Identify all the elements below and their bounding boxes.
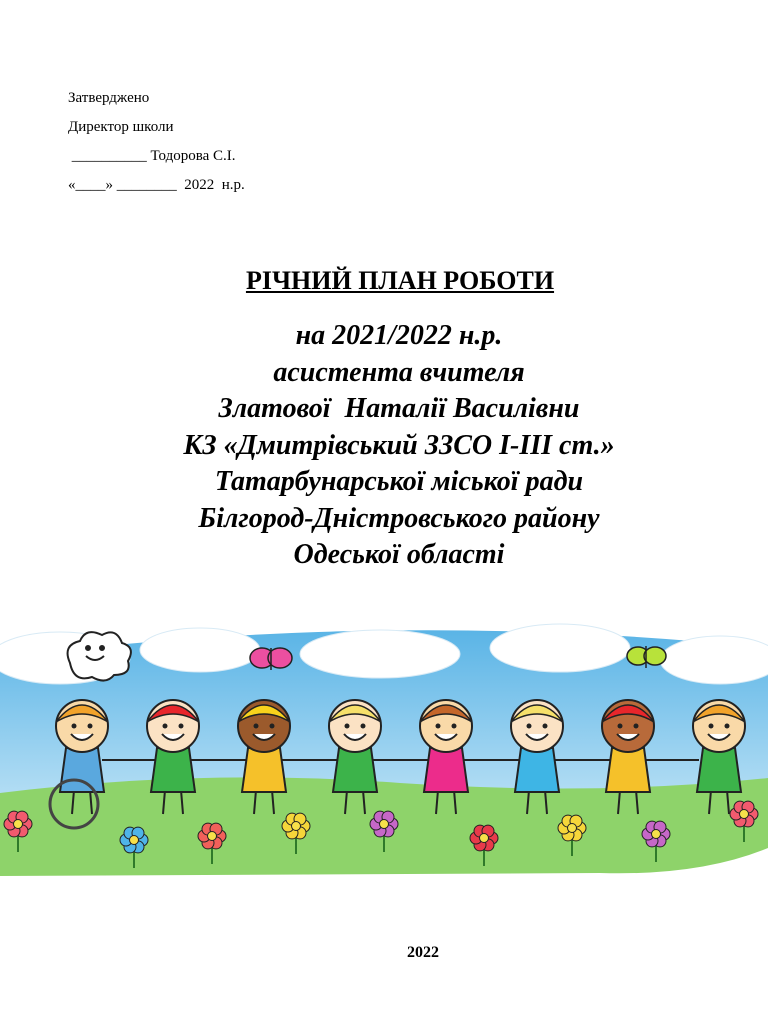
children-holding-hands-illustration xyxy=(0,618,768,878)
approver-position: Директор школи xyxy=(68,119,174,135)
subtitle-line: на 2021/2022 н.р. xyxy=(295,320,503,351)
approver-signature-line: __________ Тодорова С.І. xyxy=(68,148,236,164)
document-year: 2022 xyxy=(407,944,439,961)
subtitle-line: КЗ «Дмитрівський ЗЗСО І-ІІІ ст.» xyxy=(183,429,615,461)
approval-date-line: «____» ________ 2022 н.р. xyxy=(68,177,245,193)
approval-label: Затверджено xyxy=(68,90,150,106)
subtitle-line: Білгород-Дністровського району xyxy=(198,502,600,534)
butterfly-icon xyxy=(627,646,666,668)
approval-block xyxy=(68,84,245,200)
cloud xyxy=(660,636,768,684)
subtitle-line: Татарбунарської міської ради xyxy=(214,466,584,497)
document-title: РІЧНИЙ ПЛАН РОБОТИ xyxy=(245,266,555,295)
cloud xyxy=(140,628,260,672)
document-subtitle xyxy=(0,318,768,574)
subtitle-line: Златової Наталії Василівни xyxy=(218,393,580,424)
cloud xyxy=(300,630,460,678)
cloud xyxy=(490,624,630,672)
subtitle-line: Одеської області xyxy=(293,539,505,570)
butterfly-icon xyxy=(250,648,292,670)
subtitle-line: асистента вчителя xyxy=(273,356,525,388)
